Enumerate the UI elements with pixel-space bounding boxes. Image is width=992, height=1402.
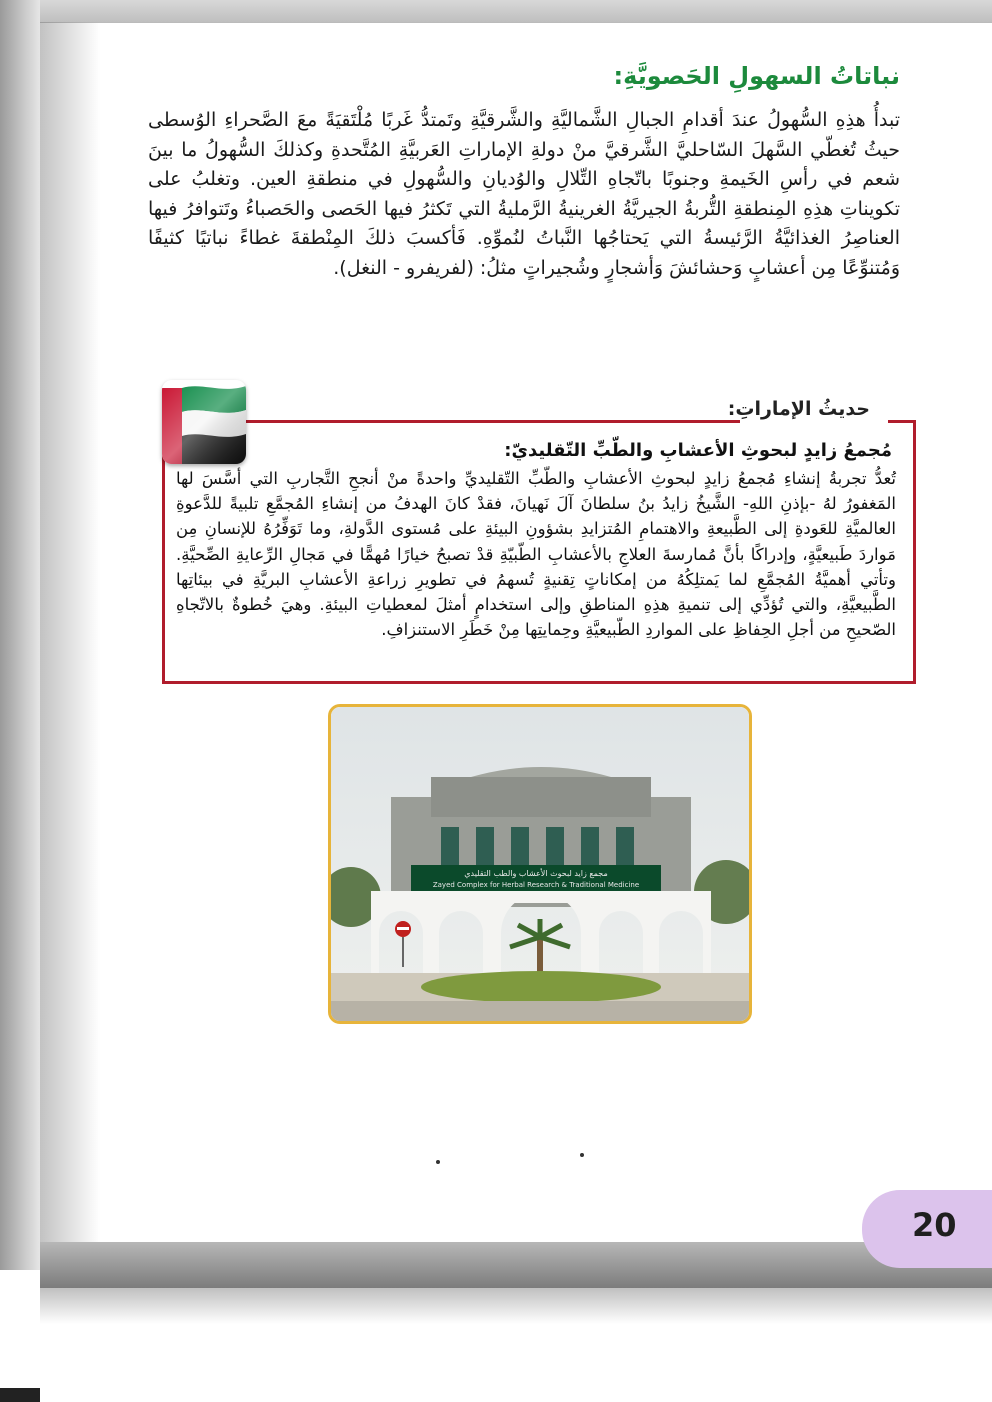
footer-shadow [40, 1288, 992, 1324]
scan-border-top [0, 0, 992, 22]
section-title: نباتاتُ السهولِ الحَصويَّةِ: [613, 62, 900, 90]
zayed-complex-photo [328, 704, 752, 1024]
section-paragraph: تبدأُ هذِهِ السُّهولُ عندَ أقدامِ الجبالِ الشَّماليَّةِ والشَّرقيَّةِ وتَمتدُّ غَربًا مُلْتَقيَةً معَ الصَّحراءِ الوُسطى حيثُ تُغطّي السَّهلَ السّاحليَّ الشَّرقيَّ منْ دولةِ الإماراتِ العَربيَّةِ المُتَّحدةِ وكذلكَ السُّهولُ ما بينَ شعم في رأسِ الخَيمةِ وجنوبًا باتّجاهِ التِّلالِ والوُديانِ والسُّهولِ في منطقةِ العين. وتغلبُ على تكويناتِ هذِهِ المِنطقةِ التُّربةُ الجيريَّةُ الغرينيةُ الرَّمليةُ التي تَكثرُ فيها الحَصى والحَصباءُ وتَتوافرُ فيها العناصِرُ الغذائيَّةُ الرَّئيسةُ التي يَحتاجُها النَّباتُ لنُموِّهِ. فَأكسبَ ذلكَ المِنْطقةَ غطاءً نباتيًا كثيفًا وَمُتنوِّعًا مِن أعشابٍ وَحشائشَ وَأشجارٍ وشُجيراتٍ مثلُ: (لفريفرو - النغل). [148, 109, 900, 279]
emirates-talk-heading: مُجمعُ زايدٍ لبحوثِ الأعشابِ والطّبِّ التّقليديّ: [504, 440, 892, 461]
speck [436, 1160, 440, 1164]
page-number: 20 [912, 1206, 957, 1244]
page-gutter-shadow [40, 22, 100, 1252]
speck [580, 1153, 584, 1157]
photo-sign-arabic: مجمع زايد لبحوث الأعشاب والطب التقليدي [464, 869, 608, 878]
scan-border-left [0, 0, 40, 1270]
photo-sign-english: Zayed Complex for Herbal Research & Traditional Medicine [432, 881, 640, 889]
scan-margin-bottom [0, 1270, 30, 1402]
uae-flag-icon [162, 380, 246, 464]
emirates-talk-text: تُعدُّ تجربةُ إنشاءِ مُجمعُ زايدٍ لبحوثِ الأعشابِ والطّبِّ التّقليديِّ واحدةً منْ أنجحِ التَّجاربِ التي أسَّسَ لها المَغفورُ لهُ -بإذنِ اللهِ- الشَّيخُ زايدُ بنُ سلطانَ آلَ نَهيانَ، فقدْ كانَ الهدفُ من إنشاءِ المُجمَّعِ تلبيةً للدَّعوةِ العالميَّةِ للعَودةِ إلى الطَّبيعةِ والاهتمامِ المُتزايدِ بشؤونِ البيئةِ على مُستوى الدَّولةِ، وما تَوَفِّرُهُ للإنسانِ مِن مَواردَ طَبيعيَّةٍ، وإدراكًا بأنَّ مُمارسةَ العلاجِ بالأعشابِ الطّبيّةِ قدْ تصبحُ خيارًا مُهمًّا في مَجالِ الرِّعايةِ الصِّحيَّةِ. وتأتي أهميَّةُ المُجمَّعِ لما يَمتلِكُهُ من إمكاناتٍ تِقنيةٍ تُسهمُ في تطويرِ زراعةِ الأعشابِ البريَّةِ في بيئاتِها الطَّبيعيَّةِ، والتي تُؤدِّي إلى تنميةِ هذِهِ المناطقِ وإلى استخدامٍ أمثلَ لمعطياتِ البيئةِ. وهيَ خُطوةٌ بالاتّجاهِ الصّحيحِ من أجلِ الحِفاظِ على المواردِ الطّبيعيَّةِ وحِمايتِها مِنْ خَطَرِ الاستنزافِ. [176, 469, 896, 640]
emirates-talk-top-rule [246, 420, 740, 423]
emirates-talk-label: حديثُ الإماراتِ: [727, 398, 870, 420]
emirates-talk-top-rule-end [888, 420, 916, 423]
footer-band [40, 1242, 992, 1288]
scan-mark [0, 1388, 40, 1402]
